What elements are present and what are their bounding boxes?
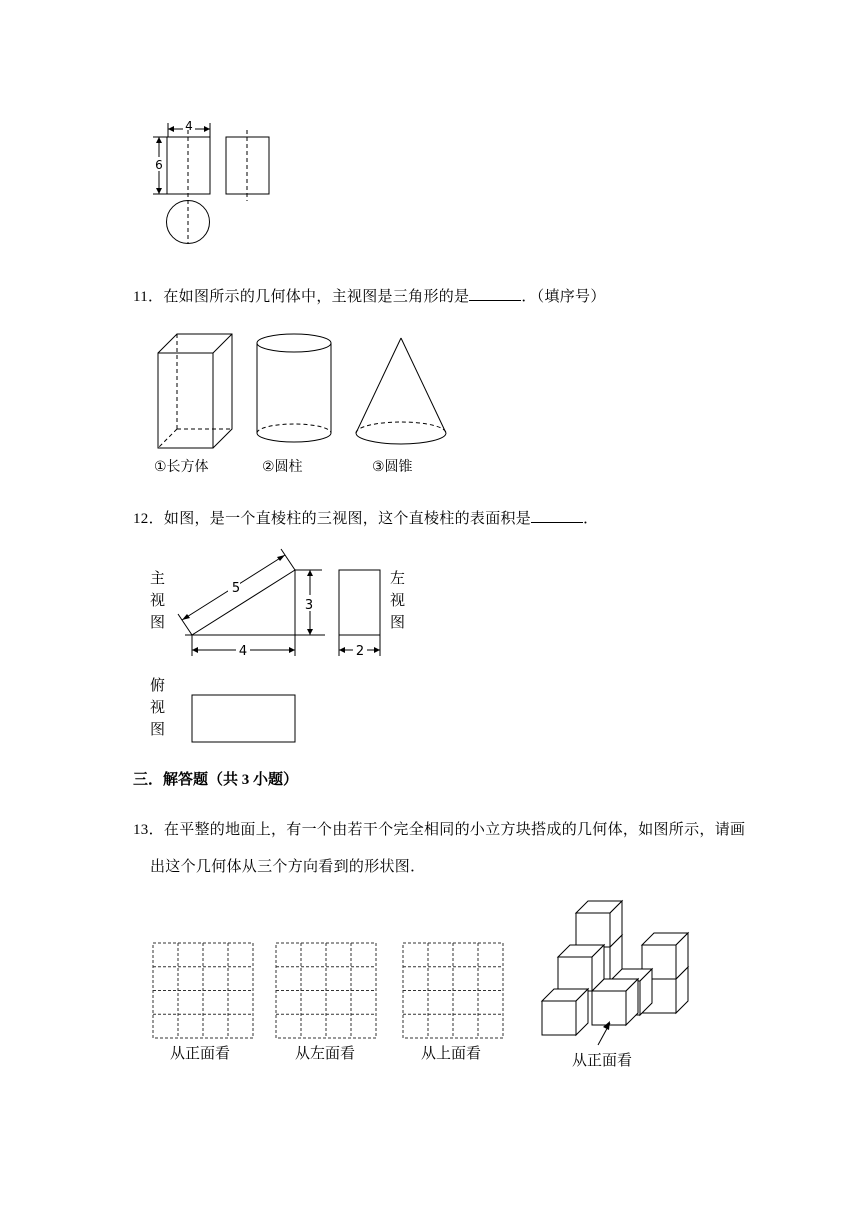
question-text-line1: 在平整的地面上，有一个由若干个完全相同的小立方块搭成的几何体，如图所示，请画 — [163, 822, 746, 838]
left-view-grid — [276, 943, 376, 1038]
grid-label-top: 从上面看 — [421, 1044, 482, 1062]
question-text: 如图，是一个直棱柱的三视图，这个直棱柱的表面积是 — [163, 511, 532, 527]
dim-hypotenuse: 5 — [231, 581, 241, 596]
question-text-end: ．（填序号） — [521, 289, 606, 305]
section-title: 三．解答题（共 3 小题） — [133, 772, 299, 788]
question-number: 12． — [133, 511, 164, 527]
cylinder-three-views-figure — [140, 115, 290, 255]
width-dim-label: 4 — [185, 119, 193, 133]
prism-three-views-figure — [140, 540, 430, 750]
cube-view-direction-label: 从正面看 — [572, 1051, 633, 1069]
dim-height: 3 — [304, 598, 314, 613]
height-dim-label: 6 — [155, 158, 163, 172]
front-view-triangle — [192, 570, 295, 635]
top-view-grid — [403, 943, 503, 1038]
question-text: 在如图所示的几何体中，主视图是三角形的是 — [163, 289, 470, 305]
solid-label-cone: ③圆锥 — [372, 459, 413, 475]
left-view-label: 左视图 — [390, 569, 406, 631]
cuboid-shape — [158, 334, 232, 448]
dim-depth: 2 — [355, 644, 365, 659]
question-13 — [133, 818, 745, 839]
dim-base: 4 — [238, 644, 248, 659]
question-text-end: ． — [583, 511, 599, 527]
main-view-label: 主视图 — [150, 569, 166, 631]
cylinder-shape — [257, 334, 331, 442]
solids-figure — [150, 328, 460, 453]
top-view-rect — [192, 695, 295, 742]
question-number: 13． — [133, 822, 164, 838]
question-12 — [133, 507, 598, 528]
answer-blank — [531, 508, 583, 523]
question-number: 11． — [133, 289, 164, 305]
grid-label-left: 从左面看 — [295, 1044, 356, 1062]
cube-stack-figure — [530, 895, 710, 1055]
question-13-line2: 出这个几何体从三个方向看到的形状图． — [150, 859, 426, 875]
cone-shape — [356, 338, 446, 444]
question-11 — [133, 285, 606, 306]
answer-grids — [150, 940, 510, 1040]
left-view-rect — [339, 570, 380, 635]
answer-blank — [469, 286, 521, 301]
grid-label-front: 从正面看 — [170, 1044, 231, 1062]
top-view-label: 俯视图 — [150, 676, 166, 738]
solid-label-cuboid: ①长方体 — [154, 459, 209, 475]
solid-label-cylinder: ②圆柱 — [262, 459, 303, 475]
front-view-grid — [153, 943, 253, 1038]
